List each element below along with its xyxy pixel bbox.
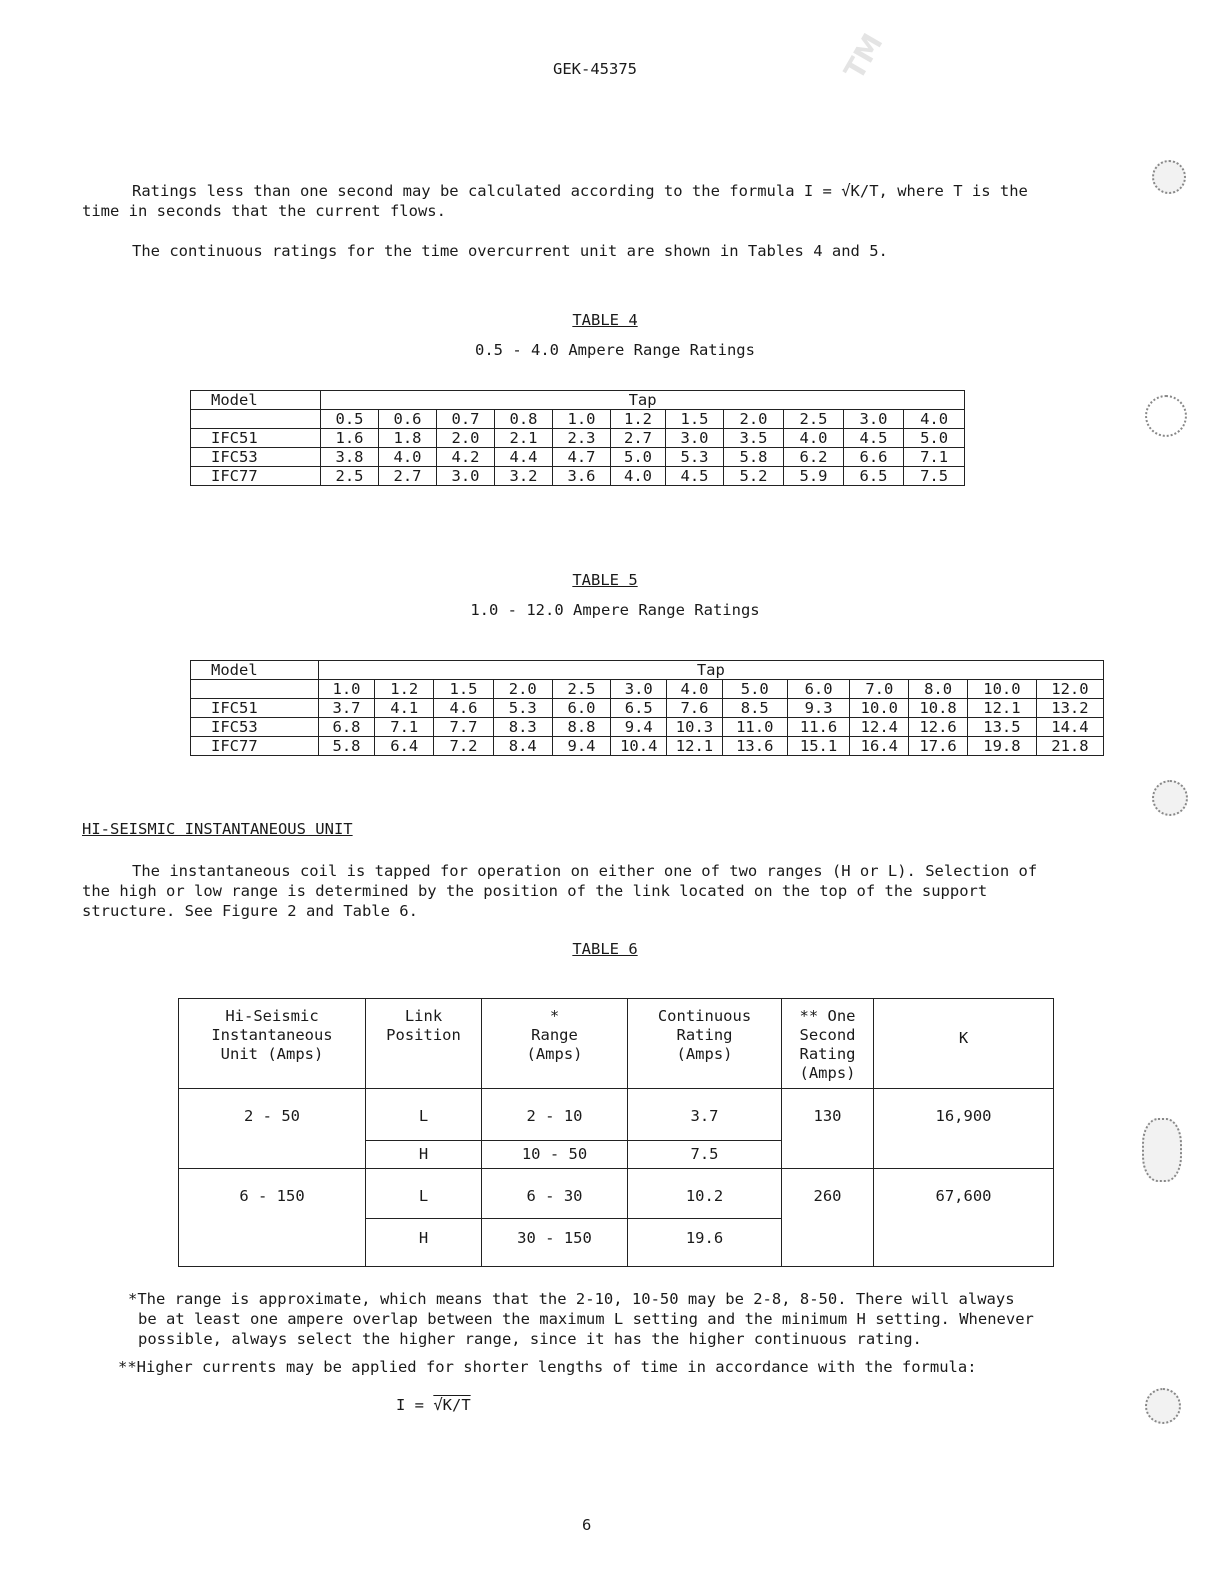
header-line: Continuous [657,1007,752,1025]
rating-value: 2.1 [495,429,553,448]
tap-value: 1.0 [318,680,375,699]
tap-value: 1.2 [375,680,434,699]
rating-value: 6.0 [552,699,611,718]
model-header: Model [191,391,321,410]
tap-value: 1.2 [611,410,666,429]
cell-link: H [366,1141,482,1169]
tap-value: 5.0 [722,680,787,699]
model-name: IFC51 [191,429,321,448]
header-line: Hi-Seismic [225,1007,319,1025]
binder-hole [1142,1118,1182,1182]
tap-value: 0.5 [321,410,379,429]
intro-line-2: time in seconds that the current flows. [82,202,446,220]
note-1-line-1: *The range is approximate, which means that the 2-10, 10-50 may be 2-8, 8-50. There will always [128,1290,1015,1308]
cell-link: L [366,1169,482,1219]
tap-value: 2.5 [552,680,611,699]
rating-value: 12.1 [967,699,1036,718]
rating-value: 4.0 [611,467,666,486]
header-line: Second [799,1026,856,1044]
formula-rhs: √K/T [433,1396,471,1414]
rating-value: 2.5 [321,467,379,486]
header-line: * [549,1007,560,1025]
rating-value: 9.3 [787,699,850,718]
binder-hole [1145,1388,1181,1424]
rating-value: 13.2 [1036,699,1103,718]
rating-value: 7.5 [904,467,965,486]
rating-value: 6.2 [784,448,844,467]
rating-value: 6.4 [375,737,434,756]
cell-continuous: 7.5 [628,1141,782,1169]
rating-value: 5.3 [493,699,552,718]
rating-value: 19.8 [967,737,1036,756]
rating-value: 2.7 [611,429,666,448]
rating-value: 6.8 [318,718,375,737]
rating-value: 10.4 [611,737,667,756]
cell-range: 6 - 30 [482,1169,628,1219]
rating-value: 21.8 [1036,737,1103,756]
table-row [191,699,1104,718]
rating-value: 4.0 [379,448,437,467]
rating-value: 3.8 [321,448,379,467]
cell-unit: 6 - 150 [179,1169,366,1267]
table-row [191,429,965,448]
rating-value: 1.8 [379,429,437,448]
tap-value: 12.0 [1036,680,1103,699]
rating-value: 12.4 [850,718,909,737]
model-name: IFC51 [191,699,319,718]
rating-value: 3.2 [495,467,553,486]
cell-range: 2 - 10 [482,1089,628,1141]
table6-title: TABLE 6 [572,940,638,958]
rating-value: 3.7 [318,699,375,718]
rating-value: 2.0 [437,429,495,448]
model-name: IFC77 [191,737,319,756]
rating-value: 3.5 [724,429,784,448]
table5 [190,660,1104,756]
rating-value: 10.8 [909,699,968,718]
rating-value: 5.9 [784,467,844,486]
header-line: (Amps) [676,1045,733,1063]
tap-value: 1.0 [553,410,611,429]
table5-title: TABLE 5 [572,571,638,589]
doc-number: GEK-45375 [553,60,637,78]
section-paragraph [82,861,1107,921]
tap-value: 7.0 [850,680,909,699]
tap-value: 0.8 [495,410,553,429]
rating-value: 7.1 [904,448,965,467]
cell-link: H [366,1219,482,1267]
rating-value: 4.4 [495,448,553,467]
intro-paragraph-2: The continuous ratings for the time overcurrent unit are shown in Tables 4 and 5. [132,242,888,260]
header-line: (Amps) [799,1064,856,1082]
section-line-1: The instantaneous coil is tapped for operation on either one of two ranges (H or L). Selection of [132,862,1038,880]
rating-value: 17.6 [909,737,968,756]
header-k: K [874,999,1054,1089]
rating-value: 1.6 [321,429,379,448]
rating-value: 5.0 [904,429,965,448]
header-continuous [628,999,782,1089]
intro-line-1: Ratings less than one second may be calculated according to the formula I = √K/T, where T is the [132,182,1028,200]
header-line: Link [404,1007,443,1025]
table-row [191,718,1104,737]
table-row [191,467,965,486]
header-line: ** One [799,1007,856,1025]
table5-subtitle: 1.0 - 12.0 Ampere Range Ratings [470,601,760,619]
cell-continuous: 19.6 [628,1219,782,1267]
empty-cell [191,410,321,429]
rating-value: 3.0 [666,429,724,448]
rating-value: 3.6 [553,467,611,486]
rating-value: 4.5 [844,429,904,448]
tap-header: Tap [318,661,1103,680]
empty-cell [191,680,319,699]
cell-unit: 2 - 50 [179,1089,366,1169]
rating-value: 8.8 [552,718,611,737]
cell-range: 30 - 150 [482,1219,628,1267]
rating-value: 9.4 [552,737,611,756]
rating-value: 13.6 [722,737,787,756]
rating-value: 2.7 [379,467,437,486]
rating-value: 11.6 [787,718,850,737]
note-1-line-2: be at least one ampere overlap between the maximum L setting and the minimum H setting. Whenever [138,1310,1034,1328]
header-range [482,999,628,1089]
rating-value: 7.7 [434,718,494,737]
note-1-line-3: possible, always select the higher range, since it has the higher continuous rating. [138,1330,922,1348]
rating-value: 8.3 [493,718,552,737]
tap-row [191,410,965,429]
rating-value: 4.5 [666,467,724,486]
rating-value: 8.4 [493,737,552,756]
model-name: IFC53 [191,448,321,467]
cell-link: L [366,1089,482,1141]
binder-hole [1152,780,1188,816]
section-line-2: the high or low range is determined by the position of the link located on the top of the support [82,882,988,900]
rating-value: 6.5 [611,699,667,718]
rating-value: 4.2 [437,448,495,467]
tap-value: 4.0 [904,410,965,429]
rating-value: 5.2 [724,467,784,486]
cell-continuous: 10.2 [628,1169,782,1219]
cell-continuous: 3.7 [628,1089,782,1141]
rating-value: 10.3 [667,718,723,737]
tap-header: Tap [321,391,965,410]
tap-value: 3.0 [844,410,904,429]
intro-paragraph [82,181,1107,221]
cell-range: 10 - 50 [482,1141,628,1169]
header-one-second [782,999,874,1089]
model-header: Model [191,661,319,680]
rating-value: 13.5 [967,718,1036,737]
rating-value: 5.8 [318,737,375,756]
header-line: Range [531,1026,578,1044]
note-2: **Higher currents may be applied for shorter lengths of time in accordance with the formula: [118,1358,977,1376]
table6 [178,998,1054,1267]
rating-value: 7.1 [375,718,434,737]
table4-title: TABLE 4 [572,311,638,329]
rating-value: 11.0 [722,718,787,737]
rating-value: 16.4 [850,737,909,756]
cell-k: 67,600 [874,1169,1054,1267]
page-number: 6 [582,1516,592,1534]
tap-value: 6.0 [787,680,850,699]
tap-value: 0.7 [437,410,495,429]
header-link [366,999,482,1089]
watermark-tm: TM [837,27,890,86]
formula-lhs: I = [396,1396,434,1414]
rating-value: 3.0 [437,467,495,486]
model-name: IFC77 [191,467,321,486]
rating-value: 12.1 [667,737,723,756]
rating-value: 15.1 [787,737,850,756]
cell-one-second: 130 [782,1089,874,1169]
rating-value: 5.0 [611,448,666,467]
table-row [191,737,1104,756]
table4 [190,390,965,486]
header-unit [179,999,366,1089]
tap-value: 0.6 [379,410,437,429]
header-line: (Amps) [526,1045,583,1063]
table-row [191,448,965,467]
cell-one-second: 260 [782,1169,874,1267]
rating-value: 5.3 [666,448,724,467]
binder-hole [1152,160,1186,194]
tap-value: 1.5 [434,680,494,699]
cell-k: 16,900 [874,1089,1054,1169]
rating-value: 6.5 [844,467,904,486]
rating-value: 7.6 [667,699,723,718]
tap-value: 2.0 [493,680,552,699]
note-1 [128,1289,1128,1349]
rating-value: 5.8 [724,448,784,467]
rating-value: 4.1 [375,699,434,718]
header-line: Rating [676,1026,733,1044]
rating-value: 6.6 [844,448,904,467]
tap-value: 10.0 [967,680,1036,699]
tap-value: 4.0 [667,680,723,699]
binder-hole [1145,395,1187,437]
rating-value: 8.5 [722,699,787,718]
section-line-3: structure. See Figure 2 and Table 6. [82,902,418,920]
header-line: Instantaneous [211,1026,333,1044]
header-line: Unit (Amps) [220,1045,324,1063]
rating-value: 12.6 [909,718,968,737]
rating-value: 4.0 [784,429,844,448]
section-heading: HI-SEISMIC INSTANTANEOUS UNIT [82,820,353,838]
tap-value: 2.5 [784,410,844,429]
tap-value: 1.5 [666,410,724,429]
rating-value: 2.3 [553,429,611,448]
rating-value: 9.4 [611,718,667,737]
rating-value: 4.6 [434,699,494,718]
model-name: IFC53 [191,718,319,737]
rating-value: 4.7 [553,448,611,467]
rating-value: 7.2 [434,737,494,756]
header-line: Rating [799,1045,856,1063]
rating-value: 14.4 [1036,718,1103,737]
tap-value: 3.0 [611,680,667,699]
header-line: Position [386,1026,461,1044]
table4-subtitle: 0.5 - 4.0 Ampere Range Ratings [475,341,755,359]
formula [396,1396,471,1414]
tap-row [191,680,1104,699]
tap-value: 8.0 [909,680,968,699]
rating-value: 10.0 [850,699,909,718]
tap-value: 2.0 [724,410,784,429]
